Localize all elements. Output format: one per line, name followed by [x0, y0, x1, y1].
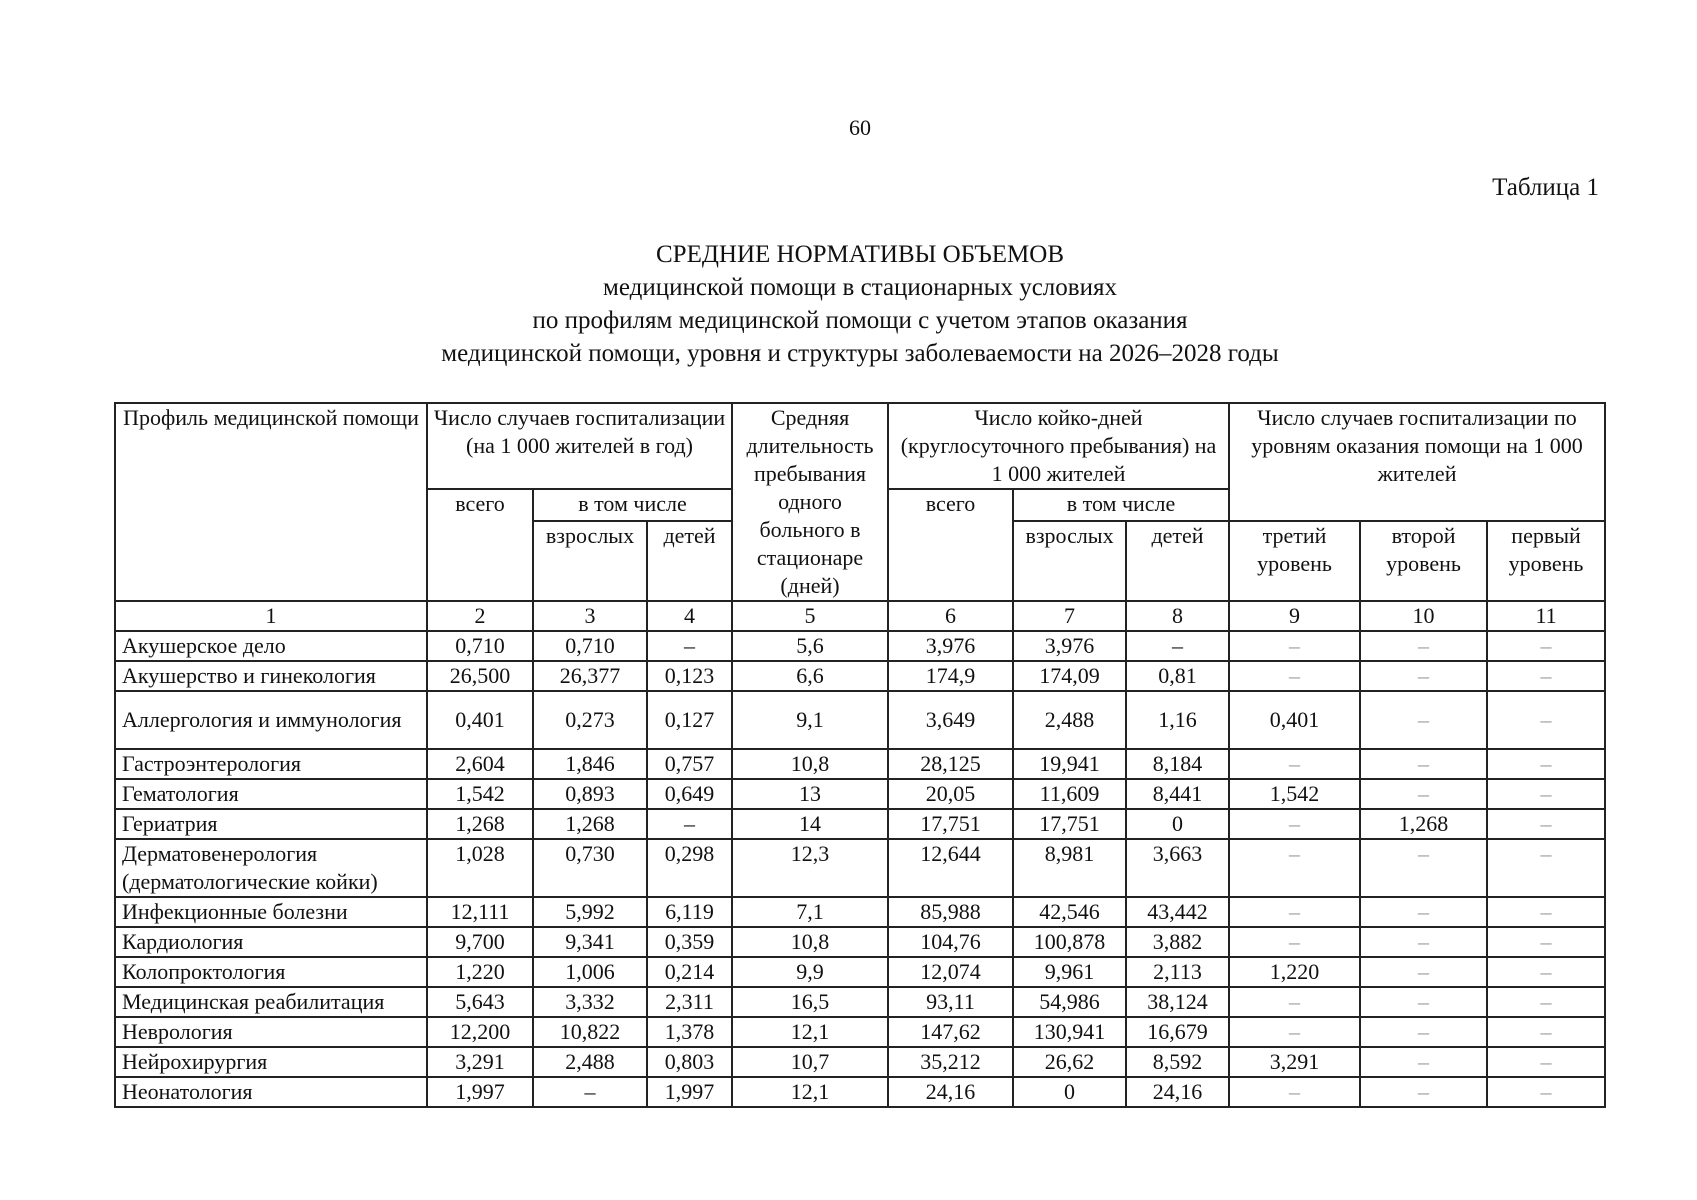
value-cell-col-9: –: [1229, 631, 1360, 661]
value-cell-col-9: –: [1229, 749, 1360, 779]
column-number: 2: [427, 601, 533, 631]
value-cell-col-10: –: [1360, 631, 1487, 661]
header-bed-adults: взрослых: [1013, 521, 1126, 601]
value-cell-col-11: –: [1487, 631, 1605, 661]
profile-cell: Акушерство и гинекология: [115, 661, 427, 691]
header-profile: Профиль медицинской помощи: [115, 403, 427, 601]
value-cell-col-8: 38,124: [1126, 987, 1229, 1017]
value-cell-col-2: 0,401: [427, 691, 533, 749]
header-bed-children: детей: [1126, 521, 1229, 601]
value-cell-col-9: 0,401: [1229, 691, 1360, 749]
profile-cell: Неврология: [115, 1017, 427, 1047]
column-number: 1: [115, 601, 427, 631]
column-number: 3: [533, 601, 647, 631]
value-cell-col-10: –: [1360, 957, 1487, 987]
value-cell-col-7: 8,981: [1013, 839, 1126, 897]
value-cell-col-5: 5,6: [732, 631, 888, 661]
value-cell-col-3: 1,006: [533, 957, 647, 987]
value-cell-col-8: 1,16: [1126, 691, 1229, 749]
header-hosp-including: в том числе: [533, 489, 732, 521]
value-cell-col-5: 7,1: [732, 897, 888, 927]
norms-table: [114, 402, 1606, 1108]
value-cell-col-2: 1,220: [427, 957, 533, 987]
value-cell-col-9: –: [1229, 1017, 1360, 1047]
profile-cell: Дерматовенерология (дерматологические койки): [115, 839, 427, 897]
value-cell-col-6: 12,074: [888, 957, 1013, 987]
table-row: [115, 779, 1605, 809]
value-cell-col-6: 104,76: [888, 927, 1013, 957]
value-cell-col-11: –: [1487, 839, 1605, 897]
value-cell-col-10: –: [1360, 927, 1487, 957]
value-cell-col-8: 8,441: [1126, 779, 1229, 809]
value-cell-col-6: 3,976: [888, 631, 1013, 661]
value-cell-col-8: 3,663: [1126, 839, 1229, 897]
value-cell-col-3: 5,992: [533, 897, 647, 927]
value-cell-col-10: –: [1360, 1047, 1487, 1077]
value-cell-col-5: 10,8: [732, 749, 888, 779]
table-row: [115, 749, 1605, 779]
profile-cell: Медицинская реабилитация: [115, 987, 427, 1017]
value-cell-col-3: 10,822: [533, 1017, 647, 1047]
value-cell-col-6: 93,11: [888, 987, 1013, 1017]
value-cell-col-8: 8,592: [1126, 1047, 1229, 1077]
value-cell-col-9: 1,220: [1229, 957, 1360, 987]
header-bed-including: в том числе: [1013, 489, 1229, 521]
value-cell-col-8: –: [1126, 631, 1229, 661]
value-cell-col-8: 8,184: [1126, 749, 1229, 779]
value-cell-col-5: 12,3: [732, 839, 888, 897]
profile-cell: Неонатология: [115, 1077, 427, 1107]
value-cell-col-8: 24,16: [1126, 1077, 1229, 1107]
value-cell-col-5: 13: [732, 779, 888, 809]
profile-cell: Инфекционные болезни: [115, 897, 427, 927]
value-cell-col-8: 3,882: [1126, 927, 1229, 957]
value-cell-col-4: 2,311: [647, 987, 732, 1017]
value-cell-col-7: 17,751: [1013, 809, 1126, 839]
value-cell-col-2: 1,028: [427, 839, 533, 897]
value-cell-col-6: 147,62: [888, 1017, 1013, 1047]
value-cell-col-7: 174,09: [1013, 661, 1126, 691]
value-cell-col-10: –: [1360, 1017, 1487, 1047]
value-cell-col-8: 43,442: [1126, 897, 1229, 927]
column-number-row: [115, 601, 1605, 631]
value-cell-col-4: 1,378: [647, 1017, 732, 1047]
value-cell-col-2: 1,268: [427, 809, 533, 839]
value-cell-col-3: 0,730: [533, 839, 647, 897]
title-line-3: по профилям медицинской помощи с учетом этапов оказания: [532, 307, 1188, 334]
value-cell-col-9: 1,542: [1229, 779, 1360, 809]
value-cell-col-11: –: [1487, 927, 1605, 957]
table-row: [115, 1077, 1605, 1107]
value-cell-col-3: 26,377: [533, 661, 647, 691]
table-row: [115, 661, 1605, 691]
value-cell-col-8: 0,81: [1126, 661, 1229, 691]
value-cell-col-4: 0,359: [647, 927, 732, 957]
value-cell-col-2: 1,542: [427, 779, 533, 809]
value-cell-col-6: 85,988: [888, 897, 1013, 927]
value-cell-col-10: –: [1360, 779, 1487, 809]
value-cell-col-7: 26,62: [1013, 1047, 1126, 1077]
value-cell-col-2: 26,500: [427, 661, 533, 691]
value-cell-col-3: –: [533, 1077, 647, 1107]
value-cell-col-10: –: [1360, 1077, 1487, 1107]
value-cell-col-4: 0,123: [647, 661, 732, 691]
title-line-1: СРЕДНИЕ НОРМАТИВЫ ОБЪЕМОВ: [655, 241, 1065, 268]
value-cell-col-10: –: [1360, 839, 1487, 897]
value-cell-col-2: 12,111: [427, 897, 533, 927]
column-number: 8: [1126, 601, 1229, 631]
value-cell-col-4: 6,119: [647, 897, 732, 927]
value-cell-col-3: 1,268: [533, 809, 647, 839]
value-cell-col-7: 19,941: [1013, 749, 1126, 779]
value-cell-col-9: –: [1229, 839, 1360, 897]
value-cell-col-4: 0,214: [647, 957, 732, 987]
header-level-2: второй уровень: [1360, 521, 1487, 601]
value-cell-col-7: 9,961: [1013, 957, 1126, 987]
value-cell-col-3: 0,710: [533, 631, 647, 661]
table-label: Таблица 1: [1492, 174, 1599, 201]
value-cell-col-2: 9,700: [427, 927, 533, 957]
value-cell-col-2: 2,604: [427, 749, 533, 779]
value-cell-col-10: 1,268: [1360, 809, 1487, 839]
profile-cell: Кардиология: [115, 927, 427, 957]
value-cell-col-9: –: [1229, 809, 1360, 839]
value-cell-col-6: 12,644: [888, 839, 1013, 897]
table-row: [115, 927, 1605, 957]
table-row: [115, 809, 1605, 839]
column-number: 7: [1013, 601, 1126, 631]
column-number: 11: [1487, 601, 1605, 631]
value-cell-col-5: 6,6: [732, 661, 888, 691]
profile-cell: Аллергология и иммунология: [115, 691, 427, 749]
header-bed-total: всего: [888, 489, 1013, 601]
value-cell-col-11: –: [1487, 809, 1605, 839]
table-row: [115, 1017, 1605, 1047]
value-cell-col-4: –: [647, 631, 732, 661]
header-avg-stay: Средняя длительность пребывания одного больного в стационаре (дней): [732, 403, 888, 601]
value-cell-col-5: 10,8: [732, 927, 888, 957]
value-cell-col-7: 2,488: [1013, 691, 1126, 749]
profile-cell: Гериатрия: [115, 809, 427, 839]
value-cell-col-3: 0,893: [533, 779, 647, 809]
table-row: [115, 957, 1605, 987]
value-cell-col-7: 42,546: [1013, 897, 1126, 927]
value-cell-col-4: 0,127: [647, 691, 732, 749]
value-cell-col-7: 3,976: [1013, 631, 1126, 661]
page-number: 60: [849, 115, 871, 140]
value-cell-col-5: 9,1: [732, 691, 888, 749]
value-cell-col-2: 0,710: [427, 631, 533, 661]
value-cell-col-3: 0,273: [533, 691, 647, 749]
value-cell-col-6: 28,125: [888, 749, 1013, 779]
value-cell-col-2: 12,200: [427, 1017, 533, 1047]
document-title: [0, 238, 1697, 370]
value-cell-col-4: 0,649: [647, 779, 732, 809]
table-body: [115, 631, 1605, 1107]
table-row: [115, 691, 1605, 749]
value-cell-col-4: –: [647, 809, 732, 839]
column-number: 10: [1360, 601, 1487, 631]
value-cell-col-7: 0: [1013, 1077, 1126, 1107]
value-cell-col-2: 3,291: [427, 1047, 533, 1077]
profile-cell: Гематология: [115, 779, 427, 809]
table-row: [115, 987, 1605, 1017]
header-level-3: третий уровень: [1229, 521, 1360, 601]
value-cell-col-5: 9,9: [732, 957, 888, 987]
value-cell-col-11: –: [1487, 1017, 1605, 1047]
profile-cell: Гастроэнтерология: [115, 749, 427, 779]
value-cell-col-9: –: [1229, 661, 1360, 691]
value-cell-col-5: 10,7: [732, 1047, 888, 1077]
value-cell-col-8: 0: [1126, 809, 1229, 839]
value-cell-col-7: 54,986: [1013, 987, 1126, 1017]
value-cell-col-4: 1,997: [647, 1077, 732, 1107]
value-cell-col-10: –: [1360, 749, 1487, 779]
value-cell-col-3: 1,846: [533, 749, 647, 779]
value-cell-col-9: –: [1229, 987, 1360, 1017]
value-cell-col-11: –: [1487, 987, 1605, 1017]
column-number: 5: [732, 601, 888, 631]
value-cell-col-6: 174,9: [888, 661, 1013, 691]
value-cell-col-2: 1,997: [427, 1077, 533, 1107]
value-cell-col-7: 130,941: [1013, 1017, 1126, 1047]
value-cell-col-3: 3,332: [533, 987, 647, 1017]
value-cell-col-5: 12,1: [732, 1017, 888, 1047]
header-hosp-adults: взрослых: [533, 521, 647, 601]
value-cell-col-11: –: [1487, 897, 1605, 927]
header-hosp-cases: Число случаев госпитализации (на 1 000 жителей в год): [427, 403, 732, 489]
value-cell-col-5: 12,1: [732, 1077, 888, 1107]
value-cell-col-11: –: [1487, 957, 1605, 987]
header-levels: Число случаев госпитализации по уровням оказания помощи на 1 000 жителей: [1229, 403, 1605, 521]
value-cell-col-7: 100,878: [1013, 927, 1126, 957]
table-row: [115, 839, 1605, 897]
value-cell-col-4: 0,757: [647, 749, 732, 779]
value-cell-col-10: –: [1360, 987, 1487, 1017]
value-cell-col-3: 2,488: [533, 1047, 647, 1077]
value-cell-col-5: 14: [732, 809, 888, 839]
value-cell-col-11: –: [1487, 779, 1605, 809]
profile-cell: Акушерское дело: [115, 631, 427, 661]
profile-cell: Колопроктология: [115, 957, 427, 987]
value-cell-col-6: 24,16: [888, 1077, 1013, 1107]
value-cell-col-8: 2,113: [1126, 957, 1229, 987]
table-row: [115, 1047, 1605, 1077]
value-cell-col-5: 16,5: [732, 987, 888, 1017]
value-cell-col-6: 17,751: [888, 809, 1013, 839]
value-cell-col-9: –: [1229, 927, 1360, 957]
title-line-2: медицинской помощи в стационарных условиях: [603, 274, 1117, 301]
column-number: 9: [1229, 601, 1360, 631]
header-hosp-children: детей: [647, 521, 732, 601]
value-cell-col-11: –: [1487, 749, 1605, 779]
column-number: 6: [888, 601, 1013, 631]
header-level-1: первый уровень: [1487, 521, 1605, 601]
value-cell-col-10: –: [1360, 661, 1487, 691]
value-cell-col-11: –: [1487, 1077, 1605, 1107]
profile-cell: Нейрохирургия: [115, 1047, 427, 1077]
value-cell-col-9: –: [1229, 897, 1360, 927]
value-cell-col-11: –: [1487, 691, 1605, 749]
table-row: [115, 897, 1605, 927]
value-cell-col-8: 16,679: [1126, 1017, 1229, 1047]
title-line-4: медицинской помощи, уровня и структуры заболеваемости на 2026–2028 годы: [441, 340, 1279, 367]
value-cell-col-9: 3,291: [1229, 1047, 1360, 1077]
value-cell-col-10: –: [1360, 691, 1487, 749]
value-cell-col-6: 20,05: [888, 779, 1013, 809]
value-cell-col-2: 5,643: [427, 987, 533, 1017]
value-cell-col-11: –: [1487, 661, 1605, 691]
value-cell-col-6: 3,649: [888, 691, 1013, 749]
value-cell-col-11: –: [1487, 1047, 1605, 1077]
value-cell-col-6: 35,212: [888, 1047, 1013, 1077]
value-cell-col-10: –: [1360, 897, 1487, 927]
column-number: 4: [647, 601, 732, 631]
value-cell-col-3: 9,341: [533, 927, 647, 957]
value-cell-col-7: 11,609: [1013, 779, 1126, 809]
value-cell-col-4: 0,803: [647, 1047, 732, 1077]
value-cell-col-4: 0,298: [647, 839, 732, 897]
header-bed-days: Число койко-дней (круглосуточного пребывания) на 1 000 жителей: [888, 403, 1229, 489]
table-row: [115, 631, 1605, 661]
value-cell-col-9: –: [1229, 1077, 1360, 1107]
header-hosp-total: всего: [427, 489, 533, 601]
